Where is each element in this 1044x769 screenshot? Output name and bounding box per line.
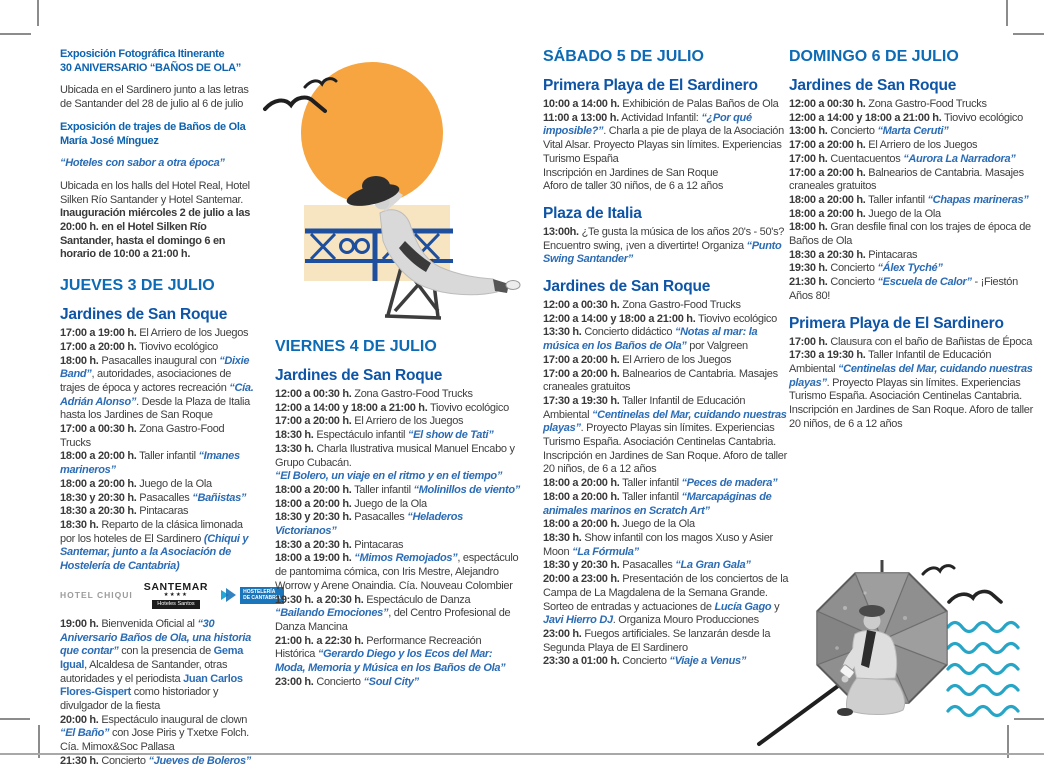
column-sabado (543, 48, 791, 669)
event-item: 18:00 a 20:00 h. Juego de la Ola (60, 477, 212, 490)
event-item: 18:00 a 19:00 h. “Mimos Remojados”, espectáculo de pantomima cómica, con Iris Mestre, Alejandro Worrow y Arene Onaindia. Cía. Nouveau Colombier (275, 552, 519, 592)
event-item: 19:30 h. a 20:30 h. Espectáculo de Danza “Bailando Emociones”, del Centro Profesional de Danza Mancina (275, 593, 511, 633)
waves-illustration (948, 623, 1018, 716)
expo-trajes-heading: Exposición de trajes de Baños de Ola María José Mínguez (60, 120, 246, 147)
expo-trajes-quote: “Hoteles con sabor a otra época” (60, 157, 225, 170)
santemar-logo-subtitle: Hoteles Santos (152, 600, 199, 609)
column-jueves (60, 48, 281, 769)
event-item: 12:00 a 14:00 y 18:00 a 21:00 h. Tiovivo ecológico (543, 312, 777, 325)
event-item: 21:30 h. Concierto “Escuela de Calor” - ¡Fiestón Años 80! (789, 276, 1018, 302)
event-item: 17:00 a 20:00 h. Balnearios de Cantabria. Masajes craneales gratuitos (543, 367, 778, 394)
event-item: 18:00 a 20:00 h. Taller infantil “Imanes marineros” (60, 450, 240, 477)
event-item: 12:00 a 00:30 h. Zona Gastro-Food Trucks (789, 98, 987, 110)
event-item: Inscripción en Jardines de San Roque (543, 166, 719, 179)
event-item: 18:00 h. Gran desfile final con los trajes de época de Baños de Ola (789, 221, 1031, 248)
event-item: 13:30 h. Concierto didáctico “Notas al mar: la música en los Baños de Ola” por Valgreen (543, 326, 758, 353)
event-item: 12:00 a 00:30 h. Zona Gastro-Food Trucks (275, 388, 473, 400)
event-item: 17:30 a 19:30 h. Taller Infantil de Educación Ambiental “Centinelas del Mar, cuidando nuestras playas”. Proyecto Playas sin límites. Experiencias Turismo España. Asociación Centinelas Cantabria. Inscripción en Jardines de San Roque. Aforo de taller 20 niños, de 6 a 12 años (543, 394, 787, 476)
event-item: 18:00 a 20:00 h. Taller infantil “Molinillos de viento” (275, 483, 520, 496)
event-item: 17:00 h. Clausura con el baño de Bañistas de Época (789, 335, 1033, 348)
seagull-icon (949, 591, 1001, 602)
hotel-chiqui-logo: HOTEL CHIQUI (60, 590, 133, 601)
event-item: 18:30 a 20:30 h. Pintacaras (60, 505, 189, 518)
event-item: 12:00 a 14:00 y 18:00 a 21:00 h. Tiovivo ecológico (789, 111, 1023, 124)
event-item: 17:00 a 20:00 h. El Arriero de los Juegos (275, 415, 464, 428)
event-item: 20:00 h. Espectáculo inaugural de clown “El Baño” con Jose Piris y Txetxe Folch. Cía. Mimox&Soc Pallasa (60, 713, 249, 754)
event-item: 17:00 a 20:00 h. El Arriero de los Juegos (789, 139, 978, 152)
hosteleria-arrow-icon (219, 586, 237, 604)
santemar-logo-name: SANTEMAR (143, 580, 209, 593)
event-item: 18:00 a 20:00 h. Juego de la Ola (789, 207, 941, 220)
event-item: 19:00 h. Bienvenida Oficial al “30 Aniversario Baños de Ola, una historia que contar” con la presencia de Gema Igual, Alcaldesa de Santander, otras autoridades y el periodista Juan Carlos Flores-Gispert como historiador y divulgador de la fiesta (60, 617, 251, 713)
venue-title: Plaza de Italia (543, 204, 642, 222)
event-item: 18:30 a 20:30 h. Pintacaras (789, 248, 918, 261)
venue-title: Jardines de San Roque (60, 306, 228, 324)
event-item: 23:30 a 01:00 h. Concierto “Viaje a Venus” (543, 655, 747, 668)
event-item: 17:00 a 20:00 h. Balnearios de Cantabria. Masajes craneales gratuitos (789, 166, 1024, 193)
expo-trajes-text: Ubicada en los halls del Hotel Real, Hotel Silken Río Santander y Hotel Santemar. Inauguración miércoles 2 de julio a las 20:00 h. en el Hotel Silken Río Santander, hasta el domingo 6 en horario de 10:00 a 21:00 h. (60, 179, 251, 261)
event-item: 21:00 h. a 22:30 h. Performance Recreación Histórica “Gerardo Diego y los Ecos del Mar: Moda, Memoria y Música en los Baños de Ola” (275, 634, 506, 675)
event-item: 19:30 h. Concierto “Álex Tyché” (789, 262, 943, 275)
santemar-logo (144, 582, 208, 609)
crop-mark (0, 718, 30, 720)
column-viernes (275, 338, 522, 689)
event-item: 18:30 y 20:30 h. Pasacalles “Bañistas” (60, 491, 247, 504)
event-item: 18:30 y 20:30 h. Pasacalles “La Gran Gala” (543, 559, 751, 572)
hosteleria-logo-text: HOSTELERÍA DE CANTABRIA (240, 587, 284, 604)
santemar-logo-stars: ★★★★ (163, 592, 189, 599)
event-item: 23:00 h. Concierto “Soul City” (275, 675, 419, 688)
event-item: 11:00 a 13:00 h. Actividad Infantil: “¿Por qué imposible?”. Charla a pie de playa de la Asociación Vital Alsar. Proyecto Playas sin límites. Experiencias Turismo España (543, 111, 784, 165)
expo-foto-text: Ubicada en el Sardinero junto a las letras de Santander del 28 de julio al 6 de julio (60, 84, 249, 111)
day-title: VIERNES 4 DE JULIO (275, 338, 437, 355)
day-title: JUEVES 3 DE JULIO (60, 277, 215, 295)
seagull-icon (923, 566, 954, 574)
crop-mark (0, 33, 31, 35)
event-item: 18:00 a 20:00 h. Juego de la Ola (543, 518, 695, 531)
event-item: 17:00 a 00:30 h. Zona Gastro-Food Trucks (60, 423, 225, 449)
event-item: 20:00 a 23:00 h. Presentación de los conciertos de la Campa de La Magdalena de la Semana Grande. Sorteo de entradas y actuaciones de Lucía Gago y Javi Hierro DJ. Organiza Mouro Producciones (543, 573, 789, 627)
event-item: 18:30 h. Espectáculo infantil “El show de Tati” (275, 429, 494, 442)
event-item: 18:30 a 20:30 h. Pintacaras (275, 538, 404, 551)
event-item: 17:00 h. Cuentacuentos “Aurora La Narradora” (789, 152, 1016, 165)
venue-title: Primera Playa de El Sardinero (789, 314, 1004, 332)
event-item: 13:30 h. Charla Ilustrativa musical Manuel Encabo y Grupo Cubacán. (275, 442, 515, 469)
column-domingo (789, 48, 1037, 431)
event-item: “El Bolero, un viaje en el ritmo y en el tiempo” (275, 470, 503, 483)
event-item: 18:30 y 20:30 h. Pasacalles “Heladeros Victorianos” (275, 511, 463, 538)
event-item: 12:00 a 14:00 y 18:00 a 21:00 h. Tiovivo ecológico (275, 401, 509, 414)
event-item: 18:00 h. Pasacalles inaugural con “Dixie Band”, autoridades, asociaciones de trajes de época y actores recreación “Cía. Adrián Alonso”. Desde la Plaza de Italia hasta los Jardines de San Roque (60, 354, 254, 422)
event-item: 23:00 h. Fuegos artificiales. Se lanzarán desde la Segunda Playa de El Sardinero (543, 627, 771, 654)
venue-title: Jardines de San Roque (543, 278, 711, 296)
event-item: 17:30 a 19:30 h. Taller Infantil de Educación Ambiental “Centinelas del Mar, cuidando nuestras playas”. Proyecto Playas sin límites. Experiencias Turismo España. Asociación Centinelas Cantabria. Inscripción en Jardines de San Roque. Aforo de taller 20 niños, de 6 a 12 años (789, 349, 1033, 430)
event-item: 13:00 h. Concierto “Marta Ceruti” (789, 125, 949, 138)
event-item: 18:00 a 20:00 h. Taller infantil “Peces de madera” (543, 477, 778, 490)
event-item: 18:00 a 20:00 h. Taller infantil “Marcapáginas de animales marinos en Scratch Art” (543, 490, 772, 517)
event-item: Aforo de taller 30 niños, de 6 a 12 años (543, 180, 724, 193)
expo-foto-heading: Exposición Fotográfica Itinerante 30 ANIVERSARIO “BAÑOS DE OLA” (60, 48, 241, 74)
event-item: 17:00 a 19:00 h. El Arriero de los Juegos (60, 327, 249, 340)
event-item: 18:00 a 20:00 h. Juego de la Ola (275, 497, 427, 510)
crop-mark (37, 0, 39, 26)
partner-logos (60, 580, 281, 609)
event-item: 17:00 a 20:00 h. Tiovivo ecológico (60, 340, 218, 353)
event-item: 18:30 h. Reparto de la clásica limonada por los hoteles de El Sardinero (Chiqui y Santemar, junto a la Asociación de Hostelería de Cantabria) (60, 518, 249, 573)
event-item: 17:00 a 20:00 h. El Arriero de los Juegos (543, 353, 732, 366)
day-title: SÁBADO 5 DE JULIO (543, 48, 704, 65)
event-item: 18:30 h. Show infantil con los magos Xuso y Asier Moon “La Fórmula” (543, 531, 773, 558)
event-item: 18:00 a 20:00 h. Taller infantil “Chapas marineras” (789, 193, 1029, 206)
venue-title: Jardines de San Roque (789, 77, 957, 94)
venue-title: Primera Playa de El Sardinero (543, 77, 758, 94)
event-item: 13:00h. ¿Te gusta la música de los años 20's - 50's? Encuentro swing, ¡ven a divertirte! Organiza “Punto Swing Santander” (543, 225, 785, 266)
crop-mark (1013, 33, 1044, 35)
day-title: DOMINGO 6 DE JULIO (789, 48, 959, 65)
venue-title: Jardines de San Roque (275, 367, 443, 384)
crop-mark (1006, 0, 1008, 26)
event-item: 21:30 h. Concierto “Jueves de Boleros” (60, 754, 251, 767)
event-item: 10:00 a 14:00 h. Exhibición de Palas Baños de Ola (543, 98, 779, 110)
event-item: 12:00 a 00:30 h. Zona Gastro-Food Trucks (543, 299, 741, 312)
bather-collage-illustration (255, 45, 540, 340)
